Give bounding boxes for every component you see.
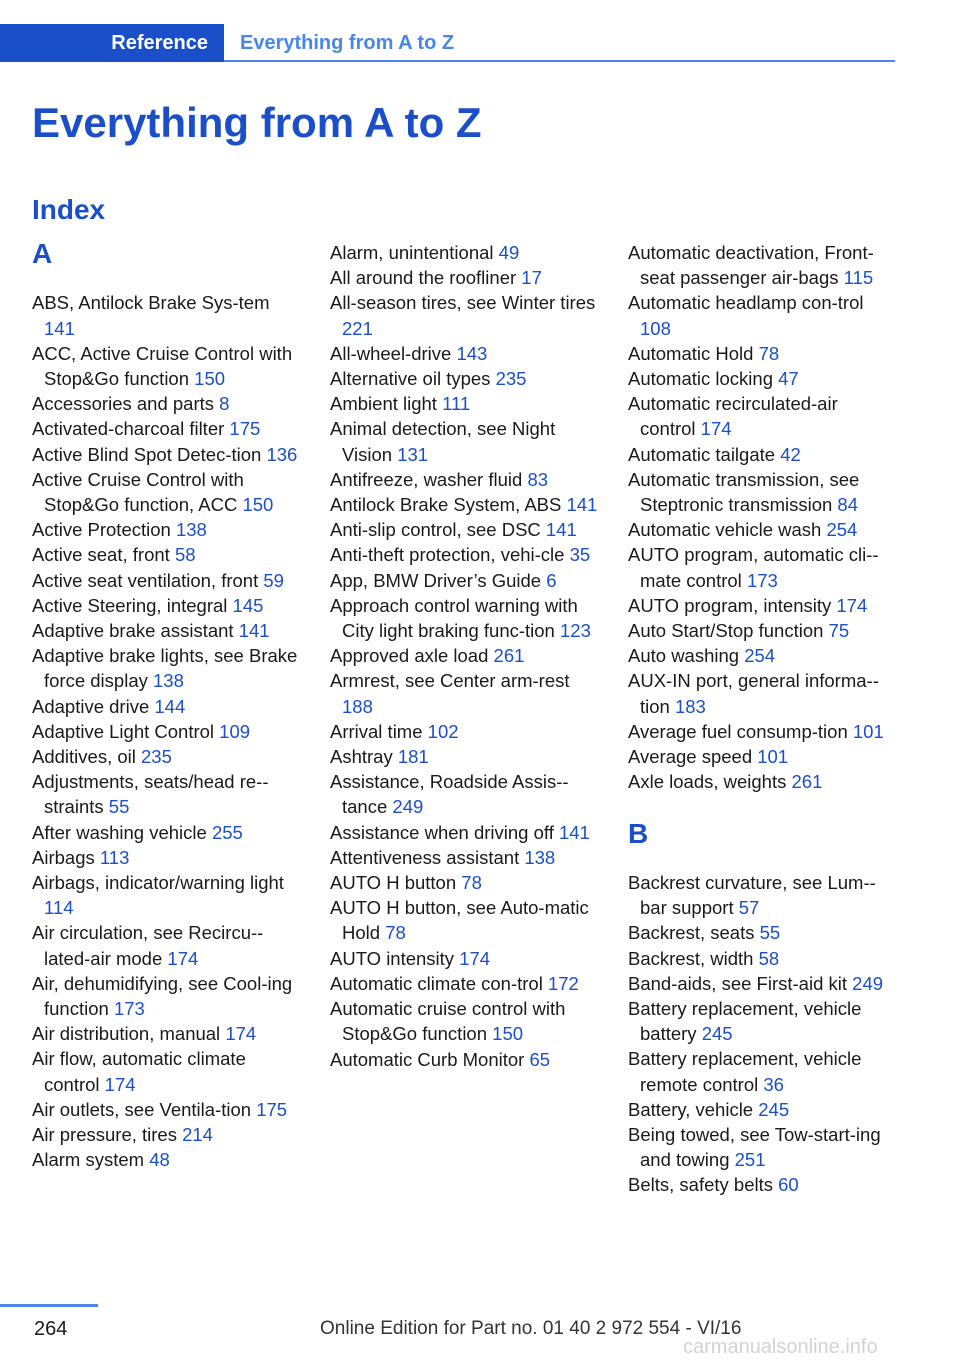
index-entry bbox=[330, 744, 598, 769]
index-entry bbox=[32, 593, 300, 618]
page-reference-link[interactable]: 221 bbox=[342, 317, 373, 339]
page-reference-link[interactable]: 55 bbox=[108, 796, 130, 818]
index-entry-text: Automatic cruise control with Stop&Go function bbox=[330, 998, 566, 1045]
index-entry bbox=[628, 1046, 896, 1096]
page-reference-link[interactable]: 59 bbox=[263, 569, 284, 591]
index-entry-text: Active seat, front bbox=[32, 544, 170, 566]
index-entry bbox=[330, 467, 598, 492]
index-entry bbox=[330, 870, 598, 895]
index-entry-text: Adaptive brake assistant bbox=[32, 620, 234, 642]
index-entry bbox=[628, 517, 896, 542]
page-reference-link[interactable]: 36 bbox=[763, 1073, 784, 1095]
index-entry-text: Attentiveness assistant bbox=[330, 846, 520, 868]
page-reference-link[interactable]: 181 bbox=[397, 746, 429, 768]
page-reference-link[interactable]: 35 bbox=[569, 544, 591, 566]
page-reference-link[interactable]: 141 bbox=[545, 519, 577, 541]
index-entry bbox=[32, 971, 300, 1021]
index-entry bbox=[628, 341, 896, 366]
index-entry bbox=[32, 442, 300, 467]
watermark: carmanualsonline.info bbox=[683, 1336, 878, 1358]
index-entry bbox=[628, 366, 896, 391]
index-entry-text: Auto washing bbox=[628, 645, 740, 667]
index-entry-text: Backrest curvature, see Lum-bar support bbox=[628, 872, 876, 919]
index-entry-text: Backrest, width bbox=[628, 947, 754, 969]
index-entry-text: All-season tires, see Winter tires bbox=[330, 292, 596, 314]
page-reference-link[interactable]: 75 bbox=[828, 620, 850, 642]
index-entry bbox=[32, 920, 300, 970]
page-reference-link[interactable]: 255 bbox=[211, 821, 243, 843]
index-entry bbox=[628, 618, 896, 643]
index-entry-text: Active Blind Spot Detec-tion bbox=[32, 443, 262, 465]
page-reference-link[interactable]: 78 bbox=[461, 872, 482, 894]
index-entry bbox=[628, 996, 896, 1046]
index-entry-text: AUTO program, automatic cli-mate control bbox=[628, 544, 879, 591]
page-reference-link[interactable]: 42 bbox=[780, 443, 801, 465]
index-entry bbox=[32, 1097, 300, 1122]
index-entry bbox=[628, 971, 896, 996]
index-entry bbox=[32, 341, 300, 391]
index-entry bbox=[628, 542, 896, 592]
page-reference-link[interactable]: 173 bbox=[746, 569, 778, 591]
index-entry-text: Activated-charcoal filter bbox=[32, 418, 225, 440]
index-entry-text: Approach control warning with City light braking func-tion bbox=[330, 594, 578, 642]
index-entry bbox=[330, 290, 598, 340]
index-entry-text: Air circulation, see Recircu-lated-air mode bbox=[32, 922, 264, 969]
page-reference-link[interactable]: 174 bbox=[836, 594, 868, 616]
page-reference-link[interactable]: 174 bbox=[167, 947, 199, 969]
index-entry-text: Air pressure, tires bbox=[32, 1124, 177, 1146]
index-entry bbox=[32, 1046, 300, 1096]
index-entry bbox=[32, 467, 300, 517]
index-entry bbox=[330, 542, 598, 567]
index-entry-text: Antilock Brake System, ABS bbox=[330, 494, 562, 516]
page-reference-link[interactable]: 136 bbox=[266, 443, 298, 465]
index-entry bbox=[32, 391, 300, 416]
index-entry-text: Alternative oil types bbox=[330, 368, 491, 390]
index-entry bbox=[628, 946, 896, 971]
index-entry-text: Adjustments, seats/head re-straints bbox=[32, 771, 269, 818]
index-entry-text: Animal detection, see Night Vision bbox=[330, 418, 556, 465]
page-reference-link[interactable]: 111 bbox=[442, 393, 471, 415]
index-entry-text: AUTO H button, see Auto-matic Hold bbox=[330, 897, 589, 944]
breadcrumb: Everything from A to Z bbox=[240, 32, 455, 54]
page-reference-link[interactable]: 8 bbox=[219, 393, 230, 415]
page-reference-link[interactable]: 131 bbox=[397, 443, 429, 465]
page-reference-link[interactable]: 78 bbox=[385, 922, 406, 944]
page-reference-link[interactable]: 109 bbox=[219, 720, 251, 742]
page-reference-link[interactable]: 60 bbox=[778, 1174, 799, 1196]
index-entry-text: Active seat ventilation, front bbox=[32, 569, 259, 591]
page-reference-link[interactable]: 183 bbox=[674, 695, 706, 717]
index-entry-text: Automatic locking bbox=[628, 368, 773, 390]
index-entry-text: Alarm, unintentional bbox=[330, 242, 494, 263]
page-reference-link[interactable]: 235 bbox=[141, 746, 172, 768]
page-reference-link[interactable]: 173 bbox=[113, 998, 145, 1020]
index-entry-text: Antifreeze, washer fluid bbox=[330, 468, 523, 490]
index-entry-text: ABS, Antilock Brake Sys-tem bbox=[32, 292, 270, 314]
page-reference-link[interactable]: 101 bbox=[757, 746, 789, 768]
index-entry bbox=[32, 870, 300, 920]
index-entry-text: Battery, vehicle bbox=[628, 1098, 754, 1120]
page-reference-link[interactable]: 245 bbox=[701, 1023, 733, 1045]
index-entry-text: Airbags bbox=[32, 846, 95, 868]
index-entry-text: Approved axle load bbox=[330, 645, 489, 667]
index-entry bbox=[628, 1122, 896, 1172]
page-reference-link[interactable]: 58 bbox=[174, 544, 196, 566]
index-entry-text: Axle loads, weights bbox=[628, 771, 787, 793]
index-entry-text: Assistance, Roadside Assis-tance bbox=[330, 771, 569, 818]
index-entry-text: Belts, safety belts bbox=[628, 1174, 773, 1196]
page-reference-link[interactable]: 174 bbox=[459, 947, 491, 969]
page-reference-link[interactable]: 214 bbox=[182, 1124, 213, 1146]
page-reference-link[interactable]: 48 bbox=[149, 1149, 170, 1171]
page-reference-link[interactable]: 249 bbox=[392, 796, 424, 818]
index-entry bbox=[628, 240, 896, 290]
index-letter-heading: A bbox=[32, 238, 53, 269]
page-reference-link[interactable]: 254 bbox=[744, 645, 776, 667]
index-entry bbox=[32, 542, 300, 567]
page-reference-link[interactable]: 65 bbox=[529, 1048, 551, 1070]
index-entry bbox=[330, 643, 598, 668]
index-entry-text: Active Steering, integral bbox=[32, 594, 228, 616]
page-reference-link[interactable]: 114 bbox=[44, 897, 74, 919]
index-entry bbox=[330, 769, 598, 819]
index-entry bbox=[330, 996, 598, 1046]
page-reference-link[interactable]: 188 bbox=[342, 695, 373, 717]
index-entry bbox=[330, 366, 598, 391]
index-entry bbox=[32, 744, 300, 769]
page-reference-link[interactable]: 83 bbox=[527, 468, 549, 490]
index-entry-text: All-wheel-drive bbox=[330, 342, 452, 364]
index-entry-text: Automatic deactivation, Front-seat passenger air-bags bbox=[628, 242, 874, 289]
page-reference-link[interactable]: 172 bbox=[547, 972, 579, 994]
page-reference-link[interactable]: 141 bbox=[558, 821, 590, 843]
index-entry bbox=[330, 845, 598, 870]
index-entry-text: Active Protection bbox=[32, 519, 171, 541]
index-entry bbox=[628, 668, 896, 718]
index-entry-text: Accessories and parts bbox=[32, 393, 215, 415]
index-entry-text: Ashtray bbox=[330, 746, 393, 768]
page-reference-link[interactable]: 55 bbox=[759, 922, 781, 944]
running-header bbox=[0, 24, 895, 62]
index-entry-text: Alarm system bbox=[32, 1149, 145, 1171]
page-reference-link[interactable]: 108 bbox=[640, 317, 671, 339]
page-reference-link[interactable]: 175 bbox=[256, 1098, 288, 1120]
page-reference-link[interactable]: 6 bbox=[546, 569, 557, 591]
page-reference-link[interactable]: 17 bbox=[521, 267, 542, 289]
index-entry bbox=[628, 290, 896, 340]
index-entry-text: Automatic recirculated-air control bbox=[628, 393, 838, 440]
page-reference-link[interactable]: 138 bbox=[524, 846, 556, 868]
index-entry bbox=[330, 1047, 598, 1072]
index-entry-text: Active Cruise Control with Stop&Go function, ACC bbox=[32, 468, 244, 516]
page-reference-link[interactable]: 174 bbox=[700, 418, 732, 440]
index-entry bbox=[330, 719, 598, 744]
index-entry-text: Automatic tailgate bbox=[628, 443, 776, 465]
index-entry bbox=[628, 769, 896, 794]
index-entry bbox=[32, 290, 300, 340]
index-column-2 bbox=[330, 240, 598, 1072]
index-entry bbox=[330, 416, 598, 466]
index-entry-text: After washing vehicle bbox=[32, 821, 207, 843]
index-entry-text: Automatic transmission, see Steptronic transmission bbox=[628, 468, 860, 516]
page-reference-link[interactable]: 49 bbox=[498, 242, 520, 263]
index-entry-text: Average speed bbox=[628, 746, 753, 768]
index-column-1 bbox=[32, 240, 300, 1173]
index-entry bbox=[330, 946, 598, 971]
page-reference-link[interactable]: 113 bbox=[99, 846, 130, 868]
index-entry-text: Air distribution, manual bbox=[32, 1023, 221, 1045]
index-entry-text: Additives, oil bbox=[32, 746, 136, 768]
index-letter-heading: B bbox=[628, 817, 649, 849]
index-entry-text: AUTO intensity bbox=[330, 947, 455, 969]
page-reference-link[interactable]: 254 bbox=[826, 519, 858, 541]
index-entry-text: Battery replacement, vehicle battery bbox=[628, 998, 862, 1045]
page-reference-link[interactable]: 101 bbox=[852, 720, 884, 742]
index-entry-text: Ambient light bbox=[330, 393, 437, 415]
index-entry-text: All around the roofliner bbox=[330, 267, 517, 289]
section-tab: Reference bbox=[0, 24, 224, 62]
index-entry bbox=[628, 593, 896, 618]
index-entry bbox=[32, 1147, 300, 1172]
index-entry bbox=[32, 517, 300, 542]
index-entry-text: ACC, Active Cruise Control with Stop&Go function bbox=[32, 342, 293, 389]
page-reference-link[interactable]: 251 bbox=[734, 1149, 766, 1171]
index-entry-text: Air flow, automatic climate control bbox=[32, 1048, 246, 1095]
index-entry bbox=[32, 568, 300, 593]
index-entry-text: Adaptive drive bbox=[32, 695, 150, 717]
footer-rule bbox=[0, 1304, 98, 1307]
index-entry bbox=[32, 769, 300, 819]
index-entry bbox=[32, 820, 300, 845]
page-reference-link[interactable]: 138 bbox=[175, 519, 207, 541]
page-reference-link[interactable]: 138 bbox=[153, 670, 184, 692]
page-reference-link[interactable]: 58 bbox=[758, 947, 780, 969]
index-entry bbox=[330, 668, 598, 718]
index-entry bbox=[330, 240, 598, 265]
page-reference-link[interactable]: 115 bbox=[843, 267, 874, 289]
index-entry bbox=[32, 1122, 300, 1147]
index-entry-text: Airbags, indicator/warning light bbox=[32, 872, 284, 894]
index-entry bbox=[628, 920, 896, 945]
page-reference-link[interactable]: 150 bbox=[194, 368, 226, 389]
index-entry bbox=[330, 820, 598, 845]
index-entry-text: Automatic Hold bbox=[628, 342, 754, 364]
page-reference-link[interactable]: 78 bbox=[758, 342, 780, 364]
index-entry bbox=[628, 870, 896, 920]
index-entry bbox=[330, 568, 598, 593]
page-reference-link[interactable]: 47 bbox=[778, 368, 799, 390]
index-entry-text: Assistance when driving off bbox=[330, 821, 554, 843]
index-entry-text: AUTO program, intensity bbox=[628, 594, 832, 616]
index-entry-text: Anti-theft protection, vehi-cle bbox=[330, 544, 565, 566]
page-reference-link[interactable]: 123 bbox=[560, 620, 591, 642]
page-reference-link[interactable]: 141 bbox=[238, 620, 270, 642]
page-title: Everything from A to Z bbox=[32, 99, 482, 146]
index-entry-text: Anti-slip control, see DSC bbox=[330, 519, 541, 541]
index-entry-text: Automatic headlamp con-trol bbox=[628, 292, 864, 314]
page-reference-link[interactable]: 144 bbox=[154, 695, 186, 717]
page-reference-link[interactable]: 235 bbox=[495, 368, 527, 390]
index-entry bbox=[32, 618, 300, 643]
index-entry bbox=[330, 265, 598, 290]
index-entry-text: Being towed, see Tow-start-ing and towing bbox=[628, 1124, 881, 1171]
index-entry-text: AUX-IN port, general informa-tion bbox=[628, 670, 879, 717]
index-entry-text: AUTO H button bbox=[330, 872, 457, 894]
index-entry bbox=[330, 492, 598, 517]
page-reference-link[interactable]: 261 bbox=[791, 771, 823, 793]
page-number: 264 bbox=[34, 1318, 68, 1340]
index-entry bbox=[628, 1097, 896, 1122]
page-reference-link[interactable]: 245 bbox=[758, 1098, 790, 1120]
page-reference-link[interactable]: 102 bbox=[427, 720, 459, 742]
index-entry bbox=[32, 845, 300, 870]
index-entry bbox=[628, 391, 896, 441]
page-reference-link[interactable]: 261 bbox=[493, 645, 525, 667]
index-entry bbox=[628, 744, 896, 769]
index-entry bbox=[330, 391, 598, 416]
index-entry-text: Average fuel consump-tion bbox=[628, 720, 848, 742]
index-entry-text: Automatic vehicle wash bbox=[628, 519, 822, 541]
index-entry bbox=[32, 643, 300, 693]
page-reference-link[interactable]: 174 bbox=[225, 1023, 257, 1045]
index-entry bbox=[628, 467, 896, 517]
index-entry bbox=[32, 694, 300, 719]
page-reference-link[interactable]: 175 bbox=[229, 418, 261, 440]
index-entry bbox=[628, 643, 896, 668]
page-reference-link[interactable]: 84 bbox=[837, 494, 858, 516]
index-column-3 bbox=[628, 240, 896, 1198]
index-entry-text: App, BMW Driver’s Guide bbox=[330, 569, 542, 591]
index-entry bbox=[628, 719, 896, 744]
page-reference-link[interactable]: 150 bbox=[492, 1023, 524, 1045]
index-entry-text: Air, dehumidifying, see Cool-ing function bbox=[32, 972, 293, 1020]
page-reference-link[interactable]: 249 bbox=[852, 972, 884, 994]
index-entry-text: Automatic Curb Monitor bbox=[330, 1048, 525, 1070]
index-entry bbox=[32, 1021, 300, 1046]
index-entry-text: Air outlets, see Ventila-tion bbox=[32, 1098, 252, 1120]
index-entry bbox=[628, 442, 896, 467]
index-entry-text: Battery replacement, vehicle remote control bbox=[628, 1048, 862, 1095]
page-reference-link[interactable]: 141 bbox=[44, 317, 75, 339]
page-reference-link[interactable]: 141 bbox=[566, 494, 598, 516]
index-entry-text: Adaptive Light Control bbox=[32, 720, 215, 742]
index-entry bbox=[330, 593, 598, 643]
index-entry-text: Backrest, seats bbox=[628, 922, 755, 944]
index-entry-text: Auto Start/Stop function bbox=[628, 620, 824, 642]
index-entry bbox=[628, 1172, 896, 1197]
page-reference-link[interactable]: 174 bbox=[104, 1073, 136, 1095]
index-entry-text: Armrest, see Center arm-rest bbox=[330, 670, 570, 692]
index-entry bbox=[330, 971, 598, 996]
page-reference-link[interactable]: 57 bbox=[738, 897, 760, 919]
edition-note: Online Edition for Part no. 01 40 2 972 554 - VI/16 bbox=[320, 1318, 742, 1339]
index-entry bbox=[330, 341, 598, 366]
page-reference-link[interactable]: 145 bbox=[232, 594, 264, 616]
index-entry bbox=[330, 517, 598, 542]
header-rule bbox=[224, 60, 895, 62]
index-entry bbox=[32, 719, 300, 744]
page-reference-link[interactable]: 143 bbox=[456, 342, 488, 364]
section-title: Index bbox=[32, 194, 106, 225]
page-reference-link[interactable]: 150 bbox=[242, 494, 274, 516]
index-entry bbox=[330, 895, 598, 945]
index-entry-text: Adaptive brake lights, see Brake force display bbox=[32, 645, 298, 692]
index-entry-text: Band-aids, see First-aid kit bbox=[628, 972, 848, 994]
index-entry bbox=[32, 416, 300, 441]
index-entry-text: Arrival time bbox=[330, 720, 423, 742]
index-entry-text: Automatic climate con-trol bbox=[330, 972, 543, 994]
